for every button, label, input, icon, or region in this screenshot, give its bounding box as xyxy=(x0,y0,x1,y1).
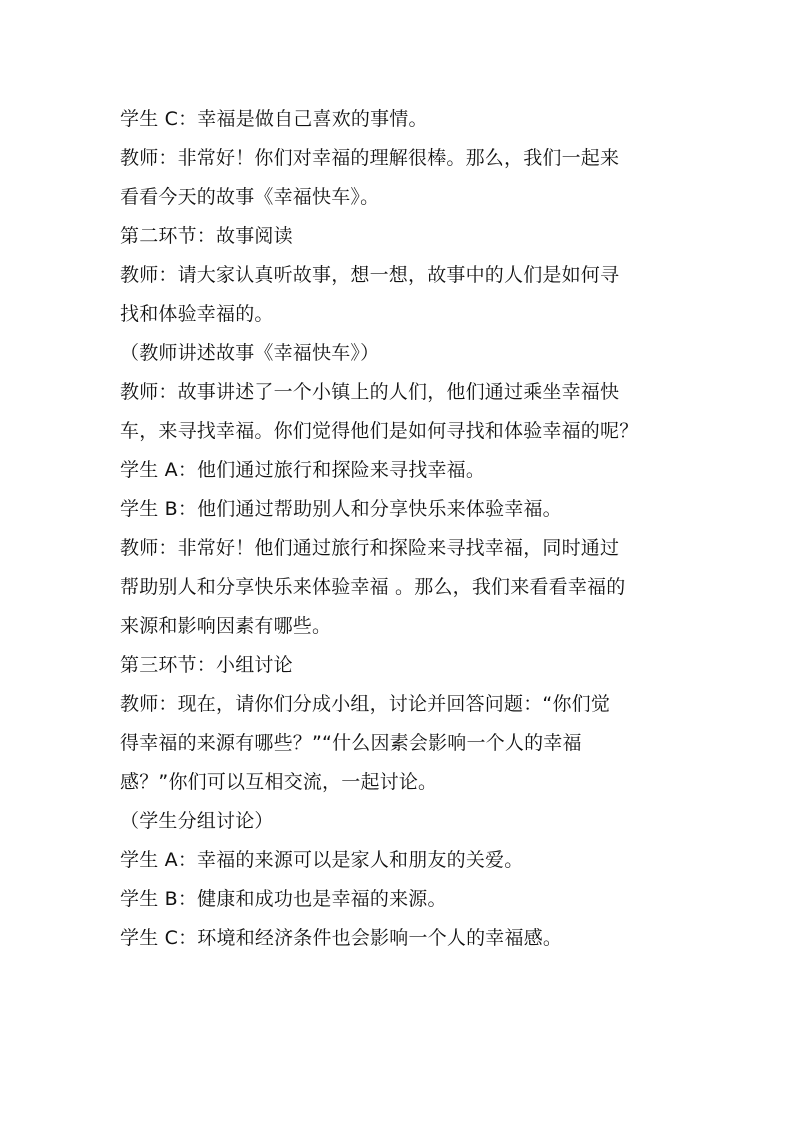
text-line: 学生 A：他们通过旅行和探险来寻找幸福。 xyxy=(120,459,486,481)
text-line: 得幸福的来源有哪些？”“什么因素会影响一个人的幸福 xyxy=(120,732,582,754)
text-line: 教师：非常好！他们通过旅行和探险来寻找幸福，同时通过 xyxy=(120,537,620,559)
stage-direction: （教师讲述故事《幸福快车》） xyxy=(120,342,380,364)
stage-direction: （学生分组讨论） xyxy=(120,810,274,832)
text-line: 教师：非常好！你们对幸福的理解很棒。那么，我们一起来 xyxy=(120,147,620,169)
text-line: 教师：现在，请你们分成小组，讨论并回答问题：“你们觉 xyxy=(120,693,611,715)
text-line: 车，来寻找幸福。你们觉得他们是如何寻找和体验幸福的呢？ xyxy=(120,420,639,442)
text-line: 学生 B：健康和成功也是幸福的来源。 xyxy=(120,888,447,910)
text-line: 教师：请大家认真听故事，想一想，故事中的人们是如何寻 xyxy=(120,264,620,286)
text-line: 学生 B：他们通过帮助别人和分享快乐来体验幸福。 xyxy=(120,498,562,520)
text-line: 来源和影响因素有哪些。 xyxy=(120,615,332,637)
section-heading: 第三环节：小组讨论 xyxy=(120,654,293,676)
document-body xyxy=(120,100,680,958)
text-line: 找和体验幸福的。 xyxy=(120,303,274,325)
text-line: 学生 C：环境和经济条件也会影响一个人的幸福感。 xyxy=(120,927,563,949)
section-heading: 第二环节：故事阅读 xyxy=(120,225,293,247)
text-line: 学生 A：幸福的来源可以是家人和朋友的关爱。 xyxy=(120,849,524,871)
text-line: 教师：故事讲述了一个小镇上的人们，他们通过乘坐幸福快 xyxy=(120,381,620,403)
text-line: 看看今天的故事《幸福快车》。 xyxy=(120,186,380,208)
text-line: 感？”你们可以互相交流，一起讨论。 xyxy=(120,771,438,793)
text-line: 帮助别人和分享快乐来体验幸福 。那么，我们来看看幸福的 xyxy=(120,576,626,598)
text-line: 学生 C：幸福是做自己喜欢的事情。 xyxy=(120,108,428,130)
